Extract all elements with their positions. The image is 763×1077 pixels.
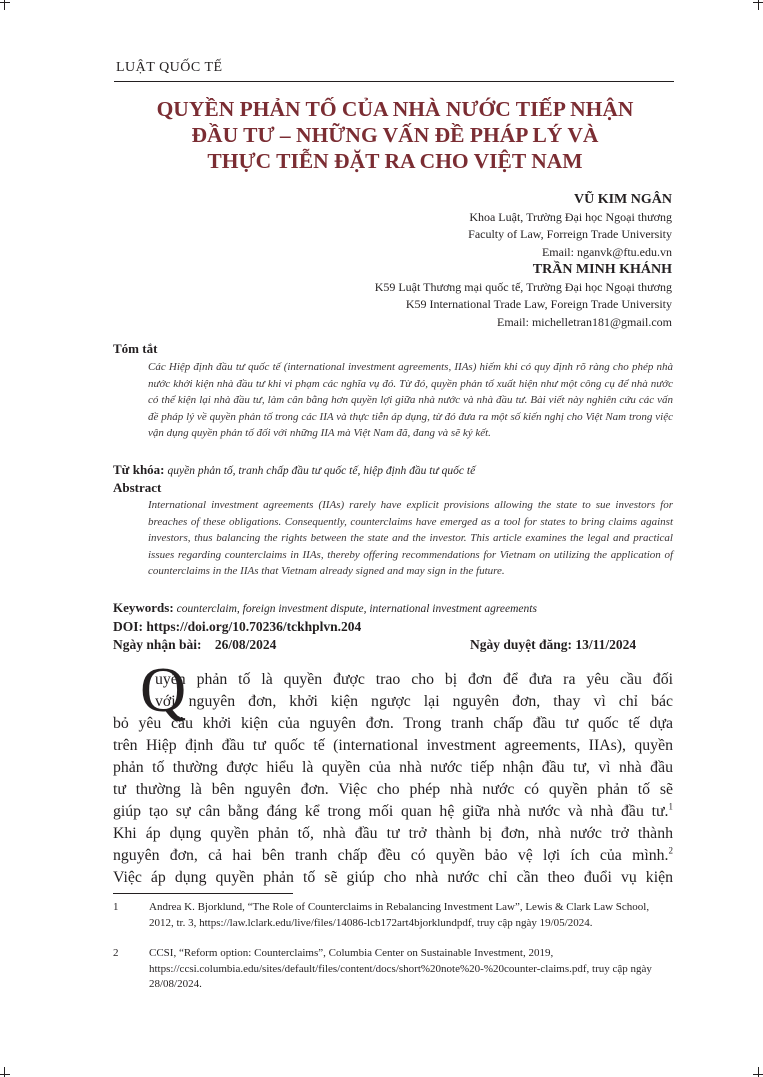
received-label: Ngày nhận bài: bbox=[113, 637, 202, 652]
keywords-en-text: counterclaim, foreign investment dispute, international investment agreements bbox=[176, 603, 537, 615]
author-affiliation-vi: K59 Luật Thương mại quốc tế, Trường Đại học Ngoại thương bbox=[374, 279, 672, 294]
keywords-vi bbox=[113, 462, 475, 478]
author-name: VŨ KIM NGÂN bbox=[574, 192, 672, 207]
footnote-rule bbox=[113, 893, 293, 894]
accepted-value: 13/11/2024 bbox=[575, 637, 637, 652]
received-date bbox=[113, 637, 276, 653]
crop-mark bbox=[758, 1067, 759, 1077]
crop-mark bbox=[4, 1067, 5, 1077]
body-line: trên Hiệp định đầu tư quốc tế (international investment agreements, IIAs), quyền bbox=[113, 737, 673, 754]
author-name: TRẦN MINH KHÁNH bbox=[532, 262, 672, 277]
footnote-text: CCSI, “Reform option: Counterclaims”, Columbia Center on Sustainable Investment, 2019, https://ccsi.columbia.edu/sites/default/files/content/docs/short%20note%20-%20counter-claims.pdf, truy cập ngày 28/08/2024. bbox=[149, 947, 652, 990]
author-2 bbox=[375, 261, 672, 331]
footnote-number: 2 bbox=[113, 947, 119, 959]
section-label: LUẬT QUỐC TẾ bbox=[116, 60, 223, 75]
abstract-heading: Abstract bbox=[113, 480, 162, 495]
article-title bbox=[100, 96, 690, 174]
summary-text: Các Hiệp định đầu tư quốc tế (international investment agreements, IIAs) hiếm khi có quy định rõ ràng cho phép nhà nước khởi kiện nhà đầu tư khi vi phạm các nghĩa vụ đó. Từ đó, quyền phản tố xuất hiện như một công cụ để nhà nước có thể kiện lại nhà đầu tư, làm cân bằng hơn quyền lợi giữa nhà nước và nhà đầu tư. Bài viết này nghiên cứu các vấn đề pháp lý về quyền phản tố trong các IIA và thực tiễn áp dụng, từ đó đưa ra một số kiến nghị cho Việt Nam trong việc vận dụng quyền phản tố đối với những IIA mà Việt Nam đã, đang và sẽ ký kết. bbox=[148, 361, 673, 439]
footnote bbox=[113, 946, 673, 993]
accepted-label: Ngày duyệt đăng: bbox=[470, 637, 573, 652]
author-affiliation-vi: Khoa Luật, Trường Đại học Ngoại thương bbox=[469, 209, 672, 224]
keywords-en-label: Keywords: bbox=[113, 600, 174, 615]
received-value: 26/08/2024 bbox=[214, 637, 277, 652]
author-email[interactable]: Email: nganvk@ftu.edu.vn bbox=[541, 244, 672, 259]
body-line: phản tố thường được hiểu là quyền của nhà nước tiếp nhận đầu tư, vì nhà đầu bbox=[113, 759, 673, 776]
body-line bbox=[113, 801, 673, 823]
footnote-text: Andrea K. Bjorklund, “The Role of Counterclaims in Rebalancing Investment Law”, Lewis & Clark Law School, 2012, tr. 3, https://law.lclark.edu/live/files/14086-lcb172art4bjorklundpdf, truy cập ngày 19/05/2024. bbox=[149, 901, 650, 929]
author-1 bbox=[468, 191, 672, 261]
body-line-text: giúp tạo sự cân bằng đáng kể trong mối quan hệ giữa nhà nước và nhà đầu tư. bbox=[113, 803, 669, 820]
crop-mark bbox=[0, 1074, 10, 1075]
footnote-ref[interactable]: 2 bbox=[668, 845, 673, 856]
body-line: tư thường là bên nguyên đơn. Việc cho phép nhà nước có quyền phản tố sẽ bbox=[113, 781, 673, 798]
crop-mark bbox=[758, 0, 759, 10]
author-affiliation-en: Faculty of Law, Forreign Trade University bbox=[468, 227, 672, 241]
footnote bbox=[113, 900, 673, 931]
body-line bbox=[113, 845, 673, 867]
crop-mark bbox=[0, 2, 10, 3]
crop-mark bbox=[4, 0, 5, 10]
body-line: Việc áp dụng quyền phản tố sẽ giúp cho nhà nước chỉ cần theo đuổi vụ kiện bbox=[113, 869, 673, 886]
title-line: ĐẦU TƯ – NHỮNG VẤN ĐỀ PHÁP LÝ VÀ bbox=[191, 123, 599, 147]
header-rule bbox=[114, 81, 674, 82]
body-line: bỏ yêu cầu khởi kiện của nguyên đơn. Trong tranh chấp đầu tư quốc tế dựa bbox=[113, 715, 673, 732]
title-line: THỰC TIỄN ĐẶT RA CHO VIỆT NAM bbox=[207, 149, 583, 173]
keywords-en bbox=[113, 600, 537, 616]
body-paragraph bbox=[113, 669, 673, 889]
summary-heading: Tóm tắt bbox=[113, 341, 158, 356]
body-line: với nguyên đơn, khởi kiện ngược lại nguyên đơn, thay vì chỉ bác bbox=[155, 693, 673, 710]
footnote-number: 1 bbox=[113, 901, 119, 913]
abstract-text: International investment agreements (IIAs) rarely have explicit provisions allowing the state to sue investors for breaches of these obligations. Consequently, counterclaims have emerged as a tool for states to bring claims against investors, thus balancing the rights between the state and the investor. This article examines the legal and practical issues regarding counterclaims in IIAs, thereby offering recommendations for Vietnam on utilizing the application of counterclaims in the IIAs that Vietnam already signed and may sign in the future. bbox=[148, 499, 673, 577]
doi-label: DOI: bbox=[113, 619, 143, 634]
drop-cap: Q bbox=[140, 654, 187, 725]
body-line: uyền phản tố là quyền được trao cho bị đơn để đưa ra yêu cầu đối bbox=[155, 671, 673, 688]
body-line: Khi áp dụng quyền phản tố, nhà đầu tư trở thành bị đơn, nhà nước trở thành bbox=[113, 825, 673, 842]
doi-link[interactable]: https://doi.org/10.70236/tckhplvn.204 bbox=[146, 619, 362, 634]
body-line-text: nguyên đơn, cả hai bên tranh chấp đều có quyền bảo vệ lợi ích của mình. bbox=[113, 847, 669, 864]
keywords-vi-label: Từ khóa: bbox=[113, 462, 165, 477]
accepted-date bbox=[470, 637, 636, 653]
footnote-ref[interactable]: 1 bbox=[668, 801, 673, 812]
author-email[interactable]: Email: michelletran181@gmail.com bbox=[496, 314, 672, 329]
keywords-vi-text: quyền phản tố, tranh chấp đầu tư quốc tế, hiệp định đầu tư quốc tế bbox=[167, 465, 476, 477]
doi-line bbox=[113, 619, 361, 635]
author-affiliation-en: K59 International Trade Law, Foreign Trade University bbox=[405, 297, 672, 311]
title-line: QUYỀN PHẢN TỐ CỦA NHÀ NƯỚC TIẾP NHẬN bbox=[156, 97, 634, 121]
